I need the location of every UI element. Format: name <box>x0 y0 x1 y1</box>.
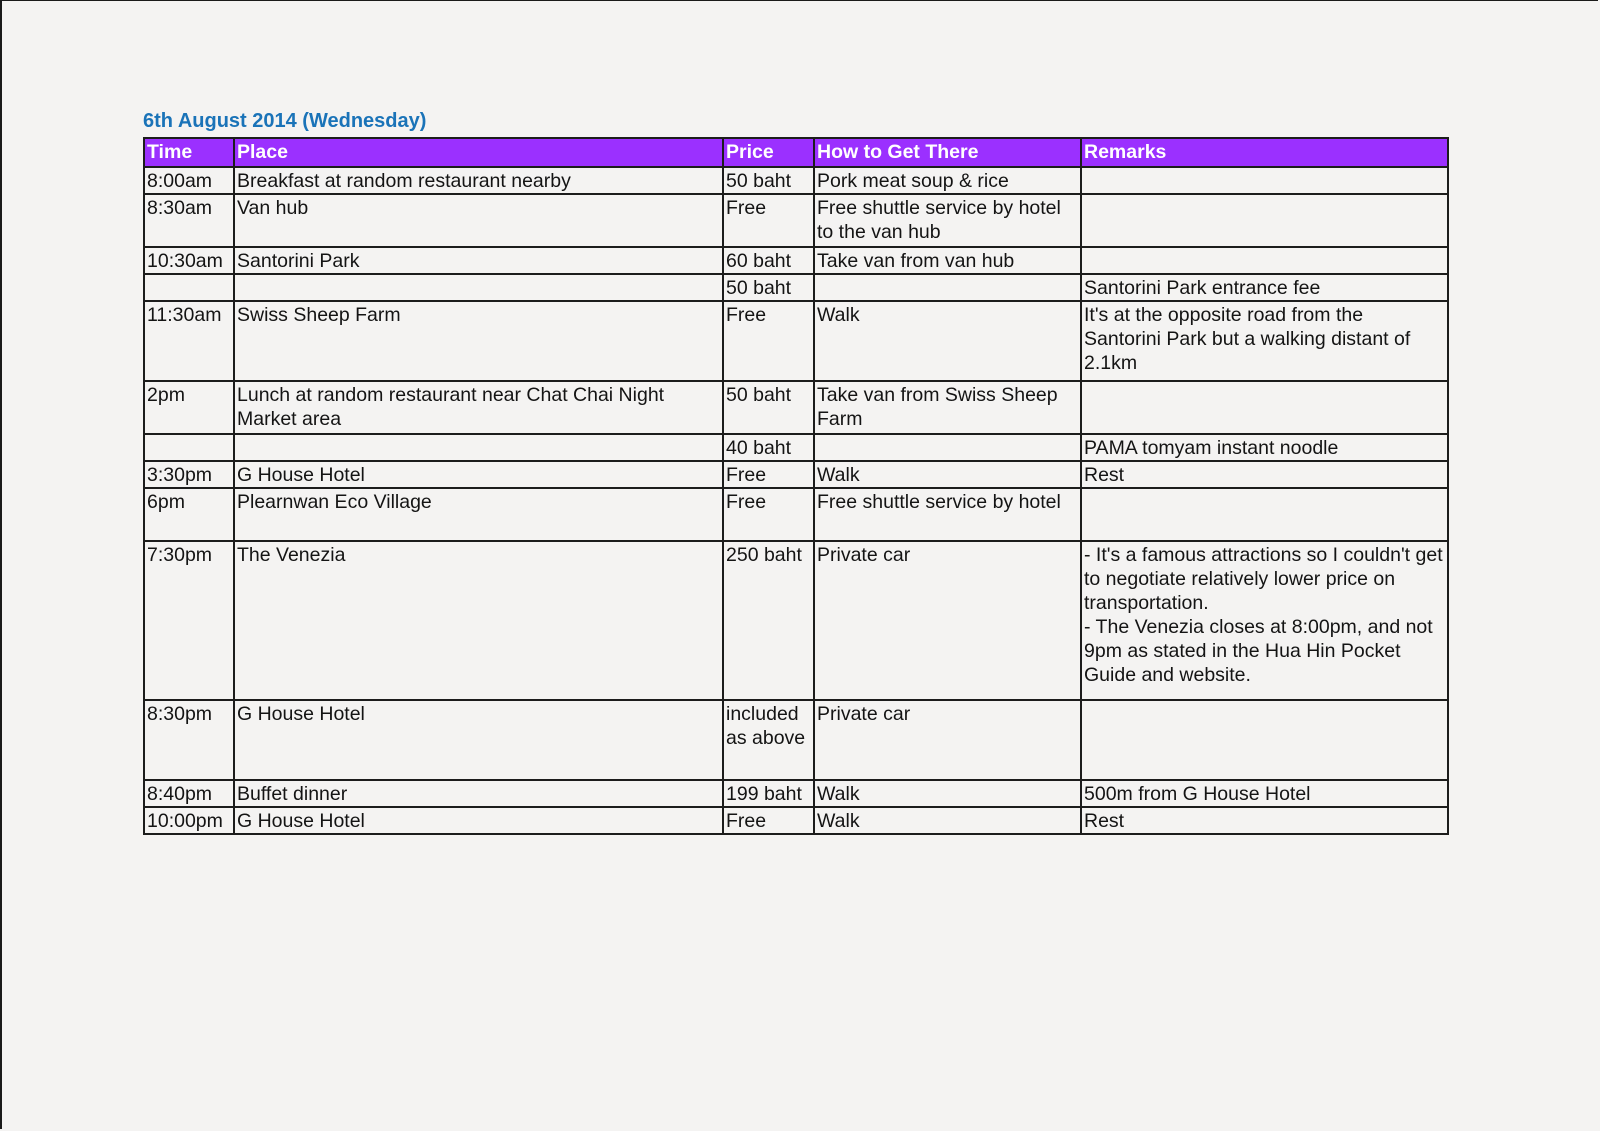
remark-line: It's at the opposite road from the Santorini Park but a walking distant of 2.1km <box>1084 304 1411 374</box>
cell-time: 8:00am <box>144 167 234 194</box>
cell-price: included as above <box>723 700 814 780</box>
header-how-to-get-there: How to Get There <box>814 138 1081 167</box>
cell-place: Breakfast at random restaurant nearby <box>234 167 723 194</box>
cell-remarks <box>1081 247 1448 274</box>
cell-place: Lunch at random restaurant near Chat Chai Night Market area <box>234 381 723 434</box>
cell-place: G House Hotel <box>234 461 723 488</box>
table-row <box>144 807 1448 834</box>
cell-how-to-get-there: Walk <box>814 301 1081 381</box>
cell-place: Van hub <box>234 194 723 247</box>
cell-price: 199 baht <box>723 780 814 807</box>
cell-time <box>144 434 234 461</box>
cell-price: Free <box>723 488 814 541</box>
cell-time: 8:30pm <box>144 700 234 780</box>
table-row <box>144 274 1448 301</box>
header-price: Price <box>723 138 814 167</box>
cell-time: 7:30pm <box>144 541 234 700</box>
cell-price: 50 baht <box>723 381 814 434</box>
table-row <box>144 167 1448 194</box>
cell-time: 10:00pm <box>144 807 234 834</box>
table-row <box>144 434 1448 461</box>
remark-line: - The Venezia closes at 8:00pm, and not 9pm as stated in the Hua Hin Pocket Guide and website. <box>1084 616 1433 686</box>
table-row <box>144 461 1448 488</box>
cell-place: The Venezia <box>234 541 723 700</box>
header-remarks: Remarks <box>1081 138 1448 167</box>
cell-remarks <box>1081 541 1448 700</box>
cell-place: Santorini Park <box>234 247 723 274</box>
remark-line: - It's a famous attractions so I couldn't get to negotiate relatively lower price on transportation. <box>1084 544 1443 614</box>
cell-how-to-get-there: Pork meat soup & rice <box>814 167 1081 194</box>
cell-remarks <box>1081 194 1448 247</box>
cell-remarks <box>1081 807 1448 834</box>
cell-time: 6pm <box>144 488 234 541</box>
cell-how-to-get-there: Free shuttle service by hotel <box>814 488 1081 541</box>
cell-price: 40 baht <box>723 434 814 461</box>
cell-how-to-get-there: Private car <box>814 541 1081 700</box>
cell-remarks <box>1081 381 1448 434</box>
cell-price: Free <box>723 807 814 834</box>
cell-how-to-get-there: Walk <box>814 461 1081 488</box>
cell-time: 8:40pm <box>144 780 234 807</box>
cell-price: Free <box>723 461 814 488</box>
header-time: Time <box>144 138 234 167</box>
cell-time <box>144 274 234 301</box>
cell-time: 8:30am <box>144 194 234 247</box>
cell-how-to-get-there: Private car <box>814 700 1081 780</box>
cell-remarks <box>1081 301 1448 381</box>
header-row <box>144 138 1448 167</box>
cell-how-to-get-there <box>814 434 1081 461</box>
header-place: Place <box>234 138 723 167</box>
cell-remarks <box>1081 780 1448 807</box>
cell-place: G House Hotel <box>234 807 723 834</box>
table-row <box>144 780 1448 807</box>
remark-line: Rest <box>1084 810 1125 832</box>
cell-how-to-get-there: Take van from van hub <box>814 247 1081 274</box>
remark-line: 500m from G House Hotel <box>1084 783 1311 805</box>
table-row <box>144 700 1448 780</box>
table-row <box>144 247 1448 274</box>
cell-price: 50 baht <box>723 274 814 301</box>
cell-place: G House Hotel <box>234 700 723 780</box>
cell-place: Swiss Sheep Farm <box>234 301 723 381</box>
cell-place: Plearnwan Eco Village <box>234 488 723 541</box>
remark-line: PAMA tomyam instant noodle <box>1084 437 1339 459</box>
cell-price: 250 baht <box>723 541 814 700</box>
cell-how-to-get-there: Walk <box>814 807 1081 834</box>
cell-time: 2pm <box>144 381 234 434</box>
cell-remarks <box>1081 434 1448 461</box>
cell-how-to-get-there: Walk <box>814 780 1081 807</box>
cell-remarks <box>1081 488 1448 541</box>
cell-price: 60 baht <box>723 247 814 274</box>
cell-time: 3:30pm <box>144 461 234 488</box>
table-row <box>144 381 1448 434</box>
cell-remarks <box>1081 461 1448 488</box>
cell-how-to-get-there: Take van from Swiss Sheep Farm <box>814 381 1081 434</box>
cell-place <box>234 434 723 461</box>
remark-line: Rest <box>1084 464 1125 486</box>
cell-how-to-get-there: Free shuttle service by hotel to the van hub <box>814 194 1081 247</box>
table-row <box>144 194 1448 247</box>
cell-place <box>234 274 723 301</box>
table-row <box>144 301 1448 381</box>
itinerary-table <box>143 137 1449 835</box>
cell-time: 10:30am <box>144 247 234 274</box>
cell-price: Free <box>723 194 814 247</box>
document-title: 6th August 2014 (Wednesday) <box>143 110 427 132</box>
cell-remarks <box>1081 274 1448 301</box>
cell-how-to-get-there <box>814 274 1081 301</box>
table-body <box>144 167 1448 834</box>
cell-remarks <box>1081 700 1448 780</box>
cell-price: 50 baht <box>723 167 814 194</box>
cell-price: Free <box>723 301 814 381</box>
cell-remarks <box>1081 167 1448 194</box>
cell-place: Buffet dinner <box>234 780 723 807</box>
remark-line: Santorini Park entrance fee <box>1084 277 1321 299</box>
table-row <box>144 541 1448 700</box>
cell-time: 11:30am <box>144 301 234 381</box>
table-row <box>144 488 1448 541</box>
